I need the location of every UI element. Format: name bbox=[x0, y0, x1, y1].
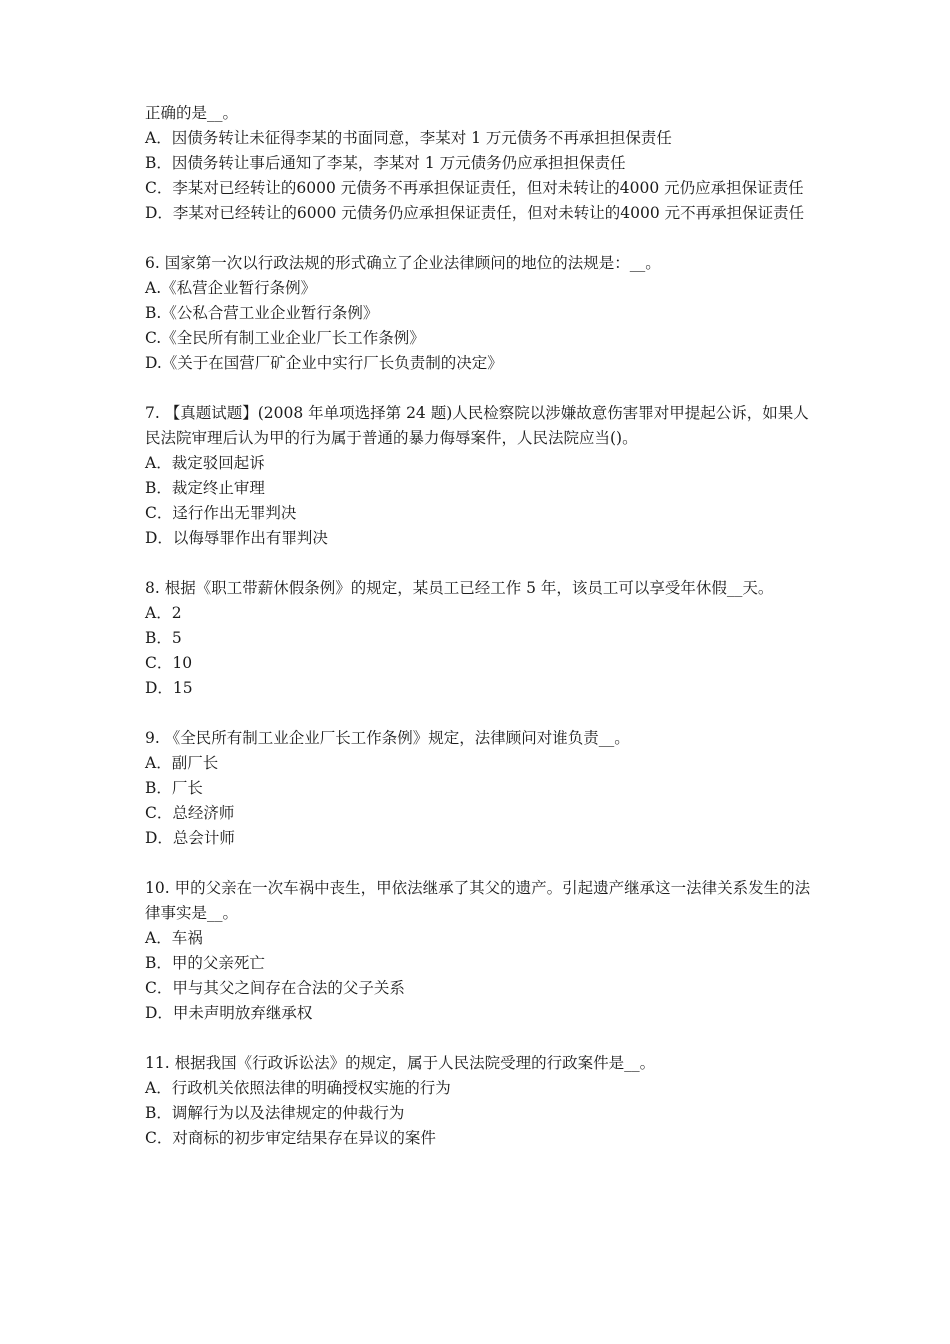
question-7 bbox=[145, 401, 817, 551]
option-b: B.《公私合营工业企业暂行条例》 bbox=[145, 304, 379, 322]
question-stem: 10. 甲的父亲在一次车祸中丧生，甲依法继承了其父的遗产。引起遗产继承这一法律关系发生的法律事实是__。 bbox=[145, 879, 811, 922]
option-a: A．因债务转让未征得李某的书面同意，李某对 1 万元债务不再承担担保责任 bbox=[145, 129, 672, 147]
question-10 bbox=[145, 876, 817, 1026]
option-c: C．对商标的初步审定结果存在异议的案件 bbox=[145, 1129, 436, 1147]
option-a: A．裁定驳回起诉 bbox=[145, 454, 265, 472]
option-c: C．迳行作出无罪判决 bbox=[145, 504, 297, 522]
question-stem: 正确的是__。 bbox=[145, 104, 239, 122]
option-c: C．甲与其父之间存在合法的父子关系 bbox=[145, 979, 405, 997]
option-d: D．李某对已经转让的6000 元债务仍应承担保证责任，但对未转让的4000 元不再承担保证责任 bbox=[145, 204, 805, 222]
option-d: D．总会计师 bbox=[145, 829, 235, 847]
question-stem: 7. 【真题试题】(2008 年单项选择第 24 题)人民检察院以涉嫌故意伤害罪对甲提起公诉，如果人民法院审理后认为甲的行为属于普通的暴力侮辱案件，人民法院应当()。 bbox=[145, 404, 809, 447]
option-a: A.《私营企业暂行条例》 bbox=[145, 279, 317, 297]
option-b: B．因债务转让事后通知了李某，李某对 1 万元债务仍应承担担保责任 bbox=[145, 154, 626, 172]
option-a: A．行政机关依照法律的明确授权实施的行为 bbox=[145, 1079, 451, 1097]
option-a: A．车祸 bbox=[145, 929, 203, 947]
option-b: B．甲的父亲死亡 bbox=[145, 954, 265, 972]
option-d: D．以侮辱罪作出有罪判决 bbox=[145, 529, 328, 547]
option-a: A．副厂长 bbox=[145, 754, 219, 772]
question-6 bbox=[145, 251, 817, 376]
option-b: B．厂长 bbox=[145, 779, 203, 797]
option-a: A．2 bbox=[145, 604, 182, 622]
option-c: C．10 bbox=[145, 654, 193, 672]
question-9 bbox=[145, 726, 817, 851]
option-b: B．5 bbox=[145, 629, 182, 647]
question-5-continued bbox=[145, 101, 817, 226]
question-stem: 8. 根据《职工带薪休假条例》的规定，某员工已经工作 5 年，该员工可以享受年休假__天。 bbox=[145, 579, 774, 597]
question-stem: 11. 根据我国《行政诉讼法》的规定，属于人民法院受理的行政案件是__。 bbox=[145, 1054, 656, 1072]
option-d: D．15 bbox=[145, 679, 193, 697]
option-b: B．裁定终止审理 bbox=[145, 479, 265, 497]
option-b: B．调解行为以及法律规定的仲裁行为 bbox=[145, 1104, 405, 1122]
question-11 bbox=[145, 1051, 817, 1151]
question-stem: 9. 《全民所有制工业企业厂长工作条例》规定，法律顾问对谁负责__。 bbox=[145, 729, 630, 747]
question-stem: 6. 国家第一次以行政法规的形式确立了企业法律顾问的地位的法规是：__。 bbox=[145, 254, 661, 272]
document-page bbox=[145, 101, 817, 1176]
option-d: D．甲未声明放弃继承权 bbox=[145, 1004, 313, 1022]
option-d: D.《关于在国营厂矿企业中实行厂长负责制的决定》 bbox=[145, 354, 503, 372]
option-c: C．李某对已经转让的6000 元债务不再承担保证责任，但对未转让的4000 元仍应承担保证责任 bbox=[145, 179, 804, 197]
option-c: C．总经济师 bbox=[145, 804, 235, 822]
question-8 bbox=[145, 576, 817, 701]
option-c: C.《全民所有制工业企业厂长工作条例》 bbox=[145, 329, 425, 347]
